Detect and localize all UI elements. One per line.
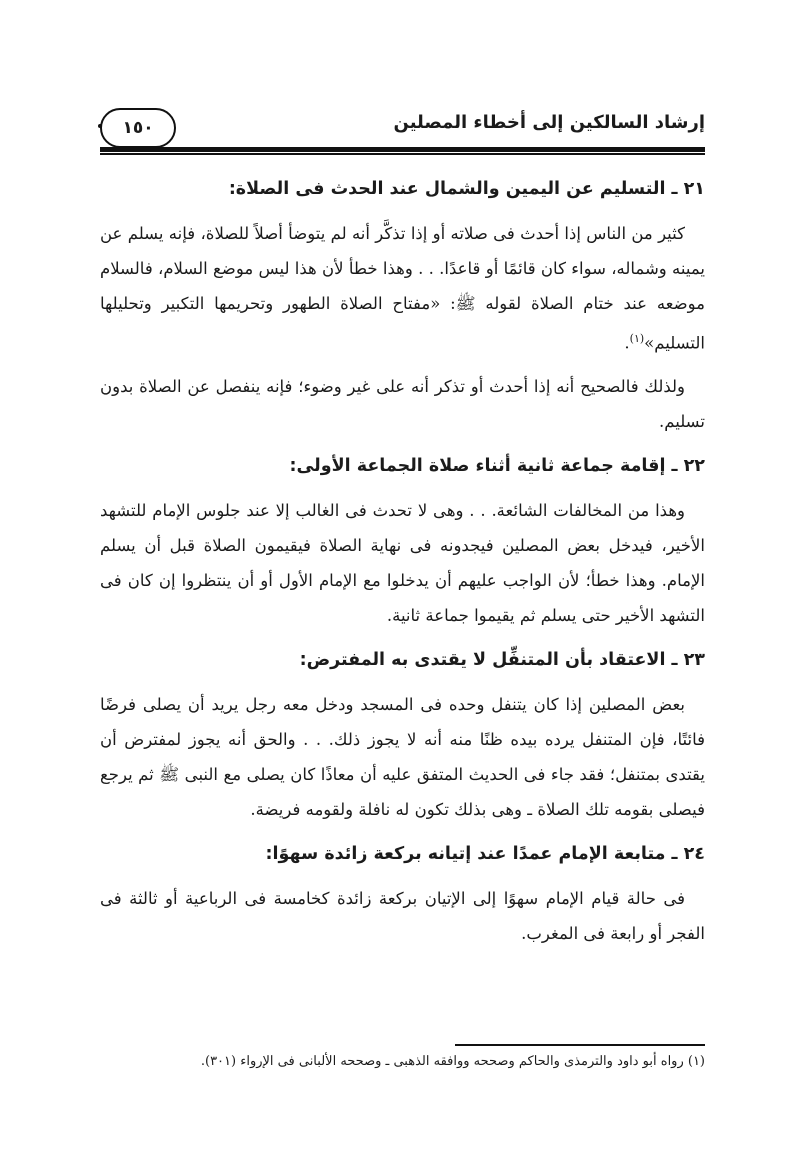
section-21-paragraph-1: كثير من الناس إذا أحدث فى صلاته أو إذا تذكَّر أنه لم يتوضأ أصلاً للصلاة، فإنه يسلم عن يمينه وشماله، سواء كان قائمًا أو قاعدًا. . . وهذا خطأ لأن هذا ليس موضع السلام، فالسلام موضعه عند ختام الصلاة لقوله ﷺ: «مفتاح الصلاة الطهور وتحريمها التكبير وتحليلها التسليم»$^{(١)}$. (100, 224, 705, 353)
page-body (100, 172, 705, 951)
section-21-paragraph-2: ولذلك فالصحيح أنه إذا أحدث أو تذكر أنه على غير وضوء؛ فإنه ينفصل عن الصلاة بدون تسليم. (100, 376, 705, 431)
header-rule (100, 147, 705, 152)
section-heading-21: ٢١ ـ التسليم عن اليمين والشمال عند الحدث فى الصلاة: (228, 179, 705, 199)
footnote: (١) رواه أبو داود والترمذى والحاكم وصححه ووافقه الذهبى ـ وصححه الألبانى فى الإرواء (٣٠١). (200, 1054, 705, 1069)
header-rule-thin (100, 153, 705, 155)
section-heading-22: ٢٢ ـ إقامة جماعة ثانية أثناء صلاة الجماعة الأولى: (289, 455, 705, 476)
section-heading-23: ٢٣ ـ الاعتقاد بأن المتنفِّل لا يقتدى به المفترض: (299, 649, 705, 670)
section-22-paragraph-1: وهذا من المخالفات الشائعة. . . وهى لا تحدث فى الغالب إلا عند جلوس الإمام للتشهد الأخير، فيدخل بعض المصلين فيجدونه فى نهاية الصلاة فيقيمون الصلاة قبل أن يسلم الإمام. وهذا خطأ؛ لأن الواجب عليهم أن يدخلوا مع الإمام الأول أو أن ينتظروا إن كان فى التشهد الأخير حتى يسلم ثم يقيموا جماعة ثانية. (100, 500, 705, 625)
page-number-badge (100, 108, 176, 148)
section-23-paragraph-1: بعض المصلين إذا كان يتنفل وحده فى المسجد ودخل معه رجل يريد أن يصلى فرضًا فائتًا، فإن المتنفل يرده بيده ظنًا منه أنه لا يجوز ذلك. . . والحق أنه يجوز لمفترض أن يقتدى بمتنفل؛ فقد جاء فى الحديث المتفق عليه أن معاذًا كان يصلى مع النبى ﷺ ثم يرجع فيصلى بقومه تلك الصلاة ـ وهى بذلك تكون له نافلة ولقومه فريضة. (100, 694, 705, 819)
running-title: إرشاد السالكين إلى أخطاء المصلين (393, 112, 705, 133)
footnote-separator (455, 1044, 705, 1046)
footnote-marker: (١) (629, 332, 645, 345)
section-24-paragraph-1: فى حالة قيام الإمام سهوًا إلى الإتيان بركعة زائدة كخامسة فى الرباعية أو ثالثة فى الفجر أو رابعة فى المغرب. (100, 888, 705, 943)
section-heading-24: ٢٤ ـ متابعة الإمام عمدًا عند إتيانه بركعة زائدة سهوًا: (265, 843, 705, 864)
page-number: ١٥٠ (122, 118, 154, 138)
